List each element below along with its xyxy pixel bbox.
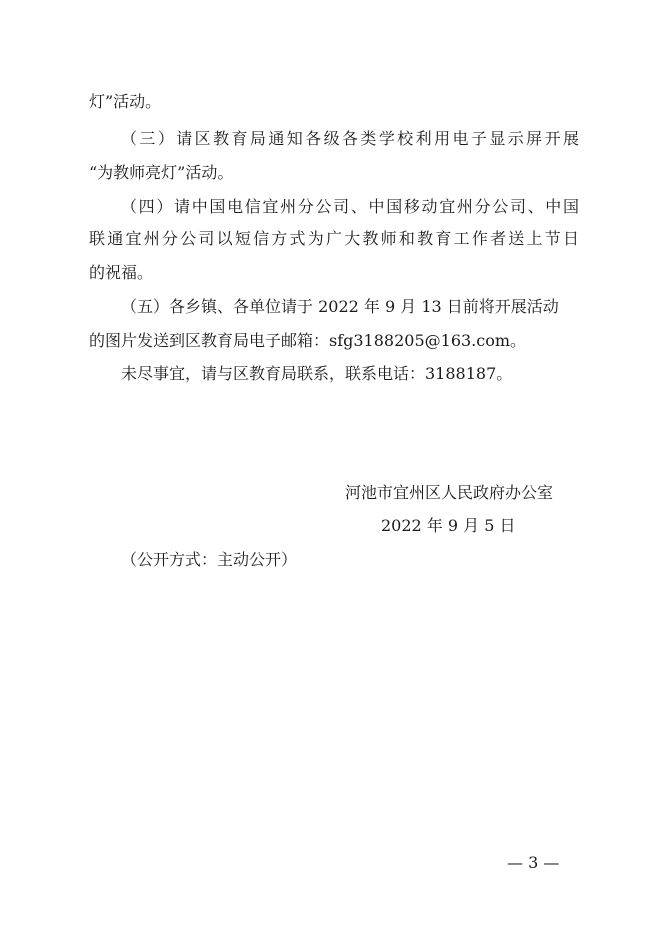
paragraph-line: （三）请区教育局通知各级各类学校利用电子显示屏开展 — [121, 129, 579, 148]
paragraph-line: 联通宜州分公司以短信方式为广大教师和教育工作者送上节日 — [89, 229, 579, 248]
signature-date: 2022 年 9 月 5 日 — [381, 516, 516, 535]
page-number: — 3 — — [507, 853, 560, 872]
signature-org: 河池市宜州区人民政府办公室 — [345, 483, 554, 502]
paragraph-line: （四）请中国电信宜州分公司、中国移动宜州分公司、中国 — [121, 197, 579, 216]
paragraph-line: 灯”活动。 — [89, 92, 162, 111]
disclosure-note: （公开方式：主动公开） — [121, 550, 298, 569]
paragraph-line: 的图片发送到区教育局电子邮箱：sfg3188205@163.com。 — [89, 331, 527, 350]
paragraph-line: 未尽事宜，请与区教育局联系，联系电话：3188187。 — [121, 364, 513, 383]
paragraph-line: 的祝福。 — [89, 263, 154, 282]
paragraph-line: （五）各乡镇、各单位请于 2022 年 9 月 13 日前将开展活动 — [121, 297, 559, 316]
paragraph-line: “为教师亮灯”活动。 — [89, 163, 234, 182]
